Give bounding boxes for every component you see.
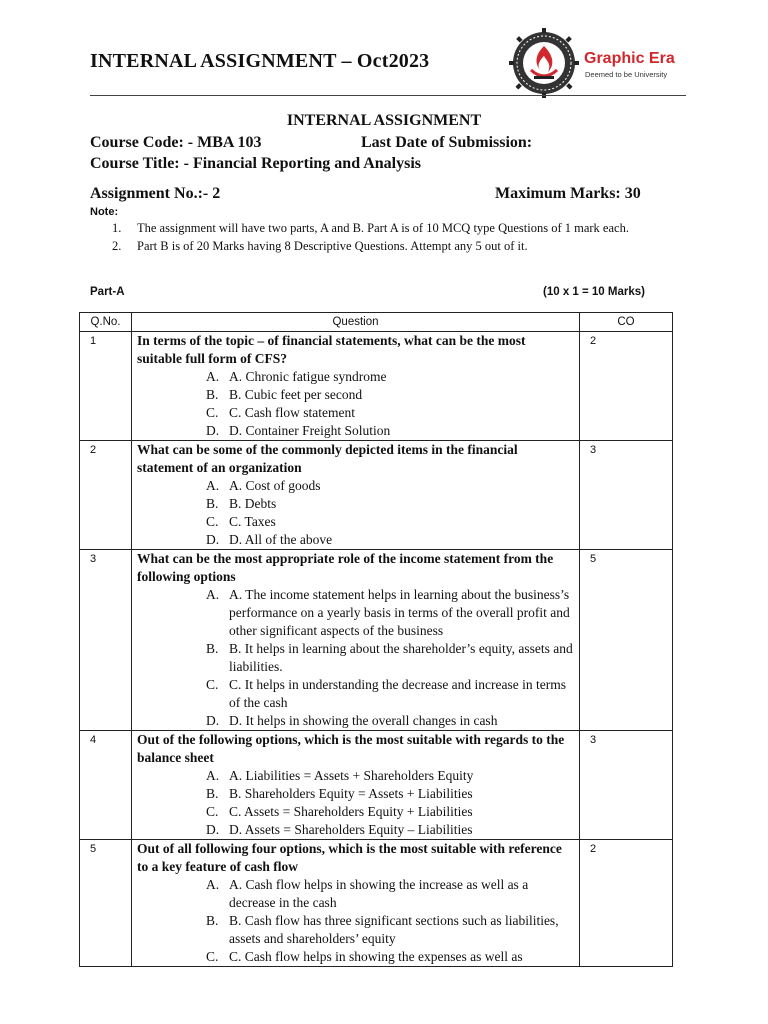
brand-name: [584, 50, 675, 68]
option-text: C. Taxes: [229, 514, 276, 529]
option-text: A. Cash flow helps in showing the increase as well as a decrease in the cash: [229, 877, 529, 910]
option-text: A. Chronic fatigue syndrome: [229, 369, 387, 384]
table-header-row: [80, 313, 673, 332]
document-header-title: INTERNAL ASSIGNMENT – Oct2023: [90, 50, 430, 72]
option-letter: A.: [206, 768, 220, 783]
part-a-label: Part-A: [90, 286, 125, 298]
option-text: B. It helps in learning about the shareholder’s equity, assets and liabilities.: [229, 641, 573, 674]
question-cell: [132, 550, 580, 731]
brand-tagline: Deemed to be University: [585, 70, 668, 79]
option-item: [137, 676, 573, 712]
question-text: What can be some of the commonly depicted items in the financial statement of an organization: [137, 442, 518, 475]
note-number: 2.: [112, 239, 122, 253]
header-qno: Q.No.: [80, 313, 132, 332]
option-text: A. The income statement helps in learning about the business’s performance on a yearly basis in terms of the overall profit and other significant aspects of the business: [229, 587, 570, 638]
question-text: Out of all following four options, which is the most suitable with reference to a key feature of cash flow: [137, 841, 562, 874]
course-title: Course Title: - Financial Reporting and Analysis: [90, 155, 421, 172]
option-item: [137, 477, 573, 495]
option-letter: D.: [206, 532, 220, 547]
table-row: [80, 731, 673, 840]
option-item: [137, 531, 573, 549]
option-item: [137, 495, 573, 513]
option-list: [137, 876, 573, 966]
option-letter: A.: [206, 587, 220, 602]
option-item: [137, 821, 573, 839]
course-code: Course Code: - MBA 103: [90, 134, 262, 151]
brand-name-part2: Era: [648, 50, 675, 67]
question-number: 4: [80, 731, 132, 840]
option-item: [137, 912, 573, 948]
option-letter: A.: [206, 478, 220, 493]
question-cell: [132, 441, 580, 550]
option-item: [137, 422, 573, 440]
course-outcome: 2: [580, 332, 673, 441]
option-text: D. All of the above: [229, 532, 333, 547]
option-text: C. Cash flow helps in showing the expenses as well as: [229, 949, 523, 964]
option-letter: D.: [206, 713, 220, 728]
note-label: Note:: [90, 206, 119, 218]
option-item: [137, 948, 573, 966]
question-cell: [132, 731, 580, 840]
option-text: C. Assets = Shareholders Equity + Liabilities: [229, 804, 473, 819]
header-question: Question: [132, 313, 580, 332]
option-letter: C.: [206, 677, 219, 692]
option-item: [137, 513, 573, 531]
option-list: [137, 477, 573, 549]
option-list: [137, 368, 573, 440]
question-number: 3: [80, 550, 132, 731]
part-a-marks: (10 x 1 = 10 Marks): [543, 286, 645, 298]
course-outcome: 2: [580, 840, 673, 967]
option-letter: B.: [206, 786, 219, 801]
option-letter: D.: [206, 822, 220, 837]
option-letter: B.: [206, 387, 219, 402]
option-text: A. Liabilities = Assets + Shareholders Equity: [229, 768, 474, 783]
option-letter: D.: [206, 423, 220, 438]
option-letter: B.: [206, 641, 219, 656]
question-number: 1: [80, 332, 132, 441]
maximum-marks: Maximum Marks: 30: [495, 185, 641, 202]
question-text: Out of the following options, which is the most suitable with regards to the balance sheet: [137, 732, 565, 765]
note-item: [112, 238, 660, 254]
question-cell: [132, 840, 580, 967]
option-letter: A.: [206, 877, 220, 892]
option-text: D. Assets = Shareholders Equity – Liabilities: [229, 822, 473, 837]
brand-name-part1: Graphic: [584, 50, 645, 67]
question-number: 5: [80, 840, 132, 967]
note-item: [112, 220, 660, 236]
option-list: [137, 767, 573, 839]
option-letter: C.: [206, 405, 219, 420]
question-number: 2: [80, 441, 132, 550]
option-text: B. Cubic feet per second: [229, 387, 363, 402]
option-text: C. Cash flow statement: [229, 405, 355, 420]
option-letter: C.: [206, 804, 219, 819]
note-text: The assignment will have two parts, A and B. Part A is of 10 MCQ type Questions of 1 mark each.: [137, 221, 629, 235]
last-date-of-submission: Last Date of Submission:: [361, 134, 533, 151]
option-item: [137, 368, 573, 386]
option-item: [137, 712, 573, 730]
option-text: A. Cost of goods: [229, 478, 321, 493]
option-text: D. Container Freight Solution: [229, 423, 391, 438]
course-outcome: 3: [580, 441, 673, 550]
note-number: 1.: [112, 221, 122, 235]
option-item: [137, 767, 573, 785]
option-item: [137, 404, 573, 422]
note-text: Part B is of 20 Marks having 8 Descriptive Questions. Attempt any 5 out of it.: [137, 239, 528, 253]
table-row: [80, 550, 673, 731]
option-item: [137, 803, 573, 821]
university-seal-icon: [506, 28, 582, 98]
question-text: What can be the most appropriate role of the income statement from the following options: [137, 551, 554, 584]
option-text: B. Cash flow has three significant sections such as liabilities, assets and shareholders’ equity: [229, 913, 559, 946]
note-list: [112, 220, 660, 256]
option-letter: C.: [206, 514, 219, 529]
assignment-heading: INTERNAL ASSIGNMENT: [286, 112, 482, 129]
option-letter: B.: [206, 496, 219, 511]
option-letter: C.: [206, 949, 219, 964]
option-text: D. It helps in showing the overall changes in cash: [229, 713, 498, 728]
university-logo: [506, 28, 696, 98]
option-text: C. It helps in understanding the decrease and increase in terms of the cash: [229, 677, 567, 710]
option-letter: B.: [206, 913, 219, 928]
question-cell: [132, 332, 580, 441]
course-outcome: 5: [580, 550, 673, 731]
table-row: [80, 840, 673, 967]
course-outcome: 3: [580, 731, 673, 840]
assignment-number: Assignment No.:- 2: [90, 185, 221, 202]
header-co: CO: [580, 313, 673, 332]
option-letter: A.: [206, 369, 220, 384]
option-text: B. Debts: [229, 496, 277, 511]
questions-table: [79, 312, 673, 967]
option-list: [137, 586, 573, 730]
option-item: [137, 640, 573, 676]
table-row: [80, 332, 673, 441]
header-divider: [90, 95, 686, 96]
question-text: In terms of the topic – of financial statements, what can be the most suitable full form of CFS?: [137, 333, 526, 366]
option-text: B. Shareholders Equity = Assets + Liabilities: [229, 786, 473, 801]
option-item: [137, 386, 573, 404]
table-row: [80, 441, 673, 550]
option-item: [137, 586, 573, 640]
option-item: [137, 876, 573, 912]
option-item: [137, 785, 573, 803]
